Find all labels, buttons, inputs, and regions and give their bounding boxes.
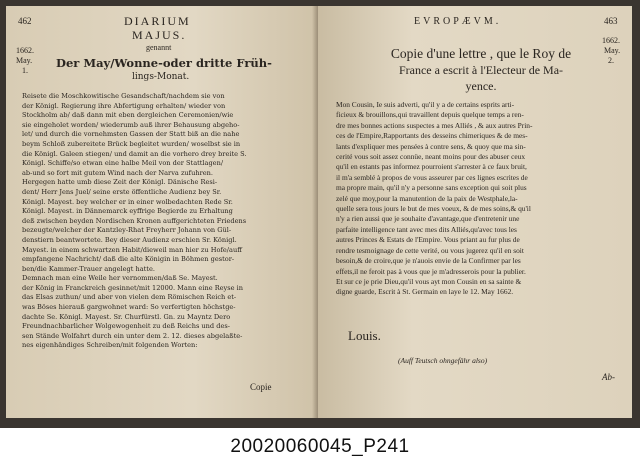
text-line: beym Schloß zubereitete Brück begleitet wurden/ woselbst sie in	[22, 139, 241, 148]
text-line: nes eigenhändiges Schreiben/mit folgenden Worten:	[22, 341, 198, 350]
text-line: Stockholm ab/ daß dann mit eben dergleichen Ceremonien/wie	[22, 111, 234, 120]
text-line: denstiern beantwortete. Bey dieser Audienz erschien Sr. Königl.	[22, 235, 237, 244]
left-subheader: MAJUS.	[132, 28, 187, 42]
text-line: zelé que moy,pour la manutention de la paix de Westphale,la-	[336, 193, 518, 203]
text-line: parfaite intelligence tant avec mes dits Alliés,qu'avec tous les	[336, 224, 517, 234]
text-line: qu'il en estants pas informez pourroient s'arrester à ce faux bruit,	[336, 162, 527, 172]
right-running-header: EVROPÆVM.	[414, 16, 502, 27]
text-line: Königl. Mayest. in Dännemarck eyffrige Begierde zu Erhaltung	[22, 207, 233, 216]
text-line: ficieux & brouillons,qui travaillent depuis quelque temps a ren-	[336, 110, 524, 120]
left-margin-year: 1662.	[16, 46, 34, 55]
text-line: autres Princes & Estats de l'Empire. Vous priant au fur plus de	[336, 235, 520, 245]
text-line: quelle sera tous jours le but de mes voeux, & de mes soins,& qu'il	[336, 204, 531, 214]
text-line: Königl. Schiffe/so etwan eine halbe Meil von der Stattlagen/	[22, 159, 224, 168]
right-title-line2: France a escrit à l'Electeur de Ma-	[398, 63, 564, 77]
text-line: was Böses hierauß gargwohnet ward: So verfertigten höchstge-	[22, 303, 236, 312]
text-line: effets,il ne feroit pas à vous que je m'adresserois pour la publier.	[336, 266, 526, 276]
text-line: die Königl. Galeen stiegen/ und damit an die vorhero drey breite S.	[22, 149, 247, 158]
text-line: sie eingeholet worden/ wiederumb auß ihrer Behausung abgeho-	[22, 120, 240, 129]
text-line: das Elsas zuthun/ und aber von vielen dem Römischen Reich et-	[22, 293, 237, 302]
text-line: il m'a semblé à propos de vous asseurer par ces lignes escrites de	[336, 172, 528, 182]
text-line: n'y a rien aussi que je souhaite d'avantage,que d'entretenir une	[336, 214, 520, 224]
text-line: besoin,& de croire,que je n'auois envie de la Confirmer par les	[336, 256, 521, 266]
text-line: cerité vous soit assez connüe, neant moins pour des abuser ceux	[336, 152, 526, 162]
text-line: digne guarde, Escrit à St. Germain en laye le 12. May 1662.	[336, 287, 514, 297]
left-margin-month: May.	[16, 56, 33, 65]
right-title-line1: Copie d'une lettre , que le Roy de	[390, 46, 572, 61]
right-body-text	[336, 100, 618, 298]
text-line: let/ und durch die vornehmsten Gassen der Statt biß an die nahe	[22, 130, 240, 139]
left-margin-day: 1.	[22, 66, 28, 75]
left-genannt: genannt	[146, 43, 172, 52]
translation-note: (Auff Teutsch ohngefähr also)	[398, 356, 488, 365]
left-running-header: DIARIUM	[124, 14, 191, 28]
text-line: ces de l'Empire,Rapportants des desseins chimeriques & de mes-	[336, 131, 528, 141]
right-margin-day: 2.	[608, 56, 614, 65]
image-caption: 20020060045_P241	[0, 428, 640, 466]
text-line: bezeugte/welcher der Kantzley-Rhat Freyherr Johann von Gül-	[22, 226, 232, 235]
text-line: dent/ Herr Jens Juel/ seine erste öffentliche Audienz bey Sr.	[22, 187, 222, 196]
left-body-text	[22, 92, 312, 351]
right-page	[318, 6, 632, 418]
text-line: ma propre main, qu'il n'y a personne sans exception qui soit plus	[336, 183, 527, 193]
text-line: dre mes bonnes actions suspectes a mes Alliés , & aux autres Prin-	[336, 120, 533, 130]
right-catchword: Ab-	[602, 372, 615, 382]
text-line: Mon Cousin, Ie suis adverti, qu'il y a de certains esprits arti-	[336, 100, 515, 109]
text-line: dachte Se. Königl. Mayest. Sr. Churfürstl. Gn. zu Mayntz Dero	[22, 312, 231, 321]
left-page	[6, 6, 318, 418]
text-line: rendre tesmoignage de cette verité, ou vous jugerez qu'il en soit	[336, 245, 524, 255]
left-title-line2: lings-Monat.	[132, 72, 190, 82]
right-page-number: 463	[604, 16, 618, 26]
right-title-line3: yence.	[465, 79, 497, 93]
right-margin-year: 1662.	[602, 36, 620, 45]
text-line: empfangene Nachricht/ daß die alte Königin in Böhmen gestor-	[22, 255, 235, 264]
letter-signature: Louis.	[348, 328, 381, 343]
text-line: Mayest. in einem schwartzen Habit/dieweil man hier zu Hofe/auff	[22, 245, 242, 254]
text-line: ben/die Kammer-Trauer angelegt hatte.	[22, 264, 155, 273]
text-line: Hergegen hatte umb diese Zeit der Königl. Dänische Resi-	[22, 178, 218, 187]
text-line: sen Stände Wolfahrt durch ein unter dem 2. 12. dieses abgelaßte-	[22, 331, 243, 340]
left-page-number: 462	[18, 16, 32, 26]
text-line: ab-und so fort mit gutem Wind nach der Narva zufuhren.	[22, 168, 213, 177]
text-line: lants d'expliquer mes pensées à contre sens, & quoy que ma sin-	[336, 141, 526, 151]
text-line: der König in Franckreich gesinnet/mit 12000. Mann eine Reyse in	[22, 283, 244, 292]
right-margin-month: May.	[604, 46, 621, 55]
text-line: Et sur ce je prie Dieu,qu'il vous ayt mon Cousin en sa sainte &	[336, 276, 522, 286]
text-line: Königl. Mayest. bey welcher er in einer wolbedachten Rede Sr.	[22, 197, 233, 206]
text-line: der Königl. Regierung ihre Abfertigung erhalten/ wieder von	[22, 101, 226, 110]
left-title-line1: Der May/Wonne-oder dritte Früh-	[56, 56, 272, 70]
text-line: Reisete die Moschkowitische Gesandschaft/nachdem sie von	[22, 92, 225, 100]
text-line: Demnach man eine Weile her vernommen/daß Se. Mayest.	[22, 274, 218, 283]
text-line: deß zwischen beyden Nordischen Kronen auffgerichteten Friedens	[22, 216, 247, 225]
text-line: Freundnachbarlicher Wolgewogenheit zu deß Reichs und des-	[22, 322, 230, 331]
left-catchword: Copie	[250, 382, 272, 392]
right-letter-title	[346, 46, 616, 94]
